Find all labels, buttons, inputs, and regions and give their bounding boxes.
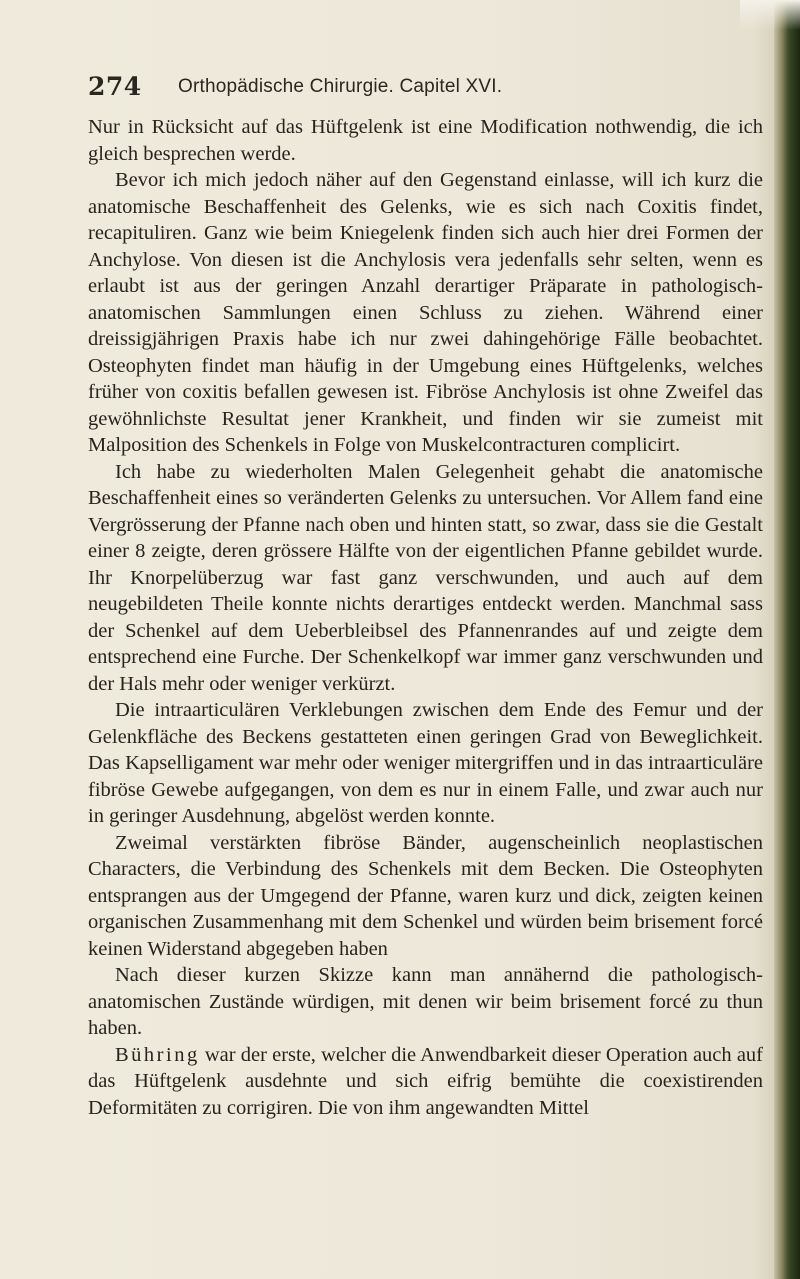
page-edge-highlight <box>740 0 800 30</box>
body-text <box>88 114 763 1121</box>
page-header <box>88 72 768 102</box>
paragraph-4: Die intraarticulären Verklebungen zwischen dem Ende des Femur und der Gelenkfläche des Beckens gestatteten einen geringen Grad von Beweglichkeit. Das Kapselligament war mehr oder weniger mitergriffen und in das intraarticuläre fibröse Gewebe aufgegangen, von dem es nur in einem Falle, und zwar auch nur in geringer Ausdehnung, abgelöst werden konnte. <box>88 699 763 827</box>
running-head: Orthopädische Chirurgie. Capitel XVI. <box>178 76 503 97</box>
page-number: 274 <box>88 72 142 101</box>
author-name: Bühring <box>115 1043 200 1066</box>
paragraph-6: Nach dieser kurzen Skizze kann man annähernd die pathologisch-anatomischen Zustände würdigen, mit denen wir beim brisement forcé zu thun haben. <box>88 964 763 1039</box>
paragraph-7 <box>88 1042 763 1122</box>
paragraph-2: Bevor ich mich jedoch näher auf den Gegenstand einlasse, will ich kurz die anatomische Beschaffenheit des Gelenks, wie es sich nach Coxitis findet, recapituliren. Ganz wie beim Kniegelenk finden sich auch hier drei Formen der Anchylose. Von diesen ist die Anchylosis vera jedenfalls sehr selten, wenn es erlaubt ist aus der geringen Anzahl derartiger Präparate in pathologisch-anatomischen Sammlungen einen Schluss zu ziehen. Während einer dreissigjährigen Praxis habe ich nur zwei dahingehörige Fälle beobachtet. Osteophyten findet man häufig in der Umgebung eines Hüftgelenks, welches früher von coxitis befallen gewesen ist. Fibröse Anchylosis ist ohne Zweifel das gewöhnlichste Resultat jener Krankheit, und finden wir sie zumeist mit Malposition des Schenkels in Folge von Muskelcontracturen complicirt. <box>88 169 763 456</box>
page-edge-shadow <box>774 0 800 1279</box>
paragraph-5: Zweimal verstärkten fibröse Bänder, augenscheinlich neoplastischen Characters, die Verbindung des Schenkels mit dem Becken. Die Osteophyten entsprangen aus der Umgegend der Pfanne, waren kurz und dick, zeigten keinen organischen Zusammenhang mit dem Schenkel und würden beim brisement forcé keinen Widerstand abgegeben haben <box>88 831 763 960</box>
paragraph-1: Nur in Rücksicht auf das Hüftgelenk ist eine Modification nothwendig, die ich gleich besprechen werde. <box>88 116 763 165</box>
paragraph-3: Ich habe zu wiederholten Malen Gelegenheit gehabt die anatomische Beschaffenheit eines so veränderten Gelenks zu untersuchen. Vor Allem fand eine Vergrösserung der Pfanne nach oben und hinten statt, so zwar, dass sie die Gestalt einer 8 zeigte, deren grössere Hälfte von der eigentlichen Pfanne gebildet wurde. Ihr Knorpelüberzug war fast ganz verschwunden, und auch auf dem neugebildeten Theile konnte nichts derartiges entdeckt werden. Manchmal sass der Schenkel auf dem Ueberbleibsel des Pfannenrandes auf und zeigte dem entsprechend eine Furche. Der Schenkelkopf war immer ganz verschwunden und der Hals mehr oder weniger verkürzt. <box>88 460 763 695</box>
paragraph-7-text: war der erste, welcher die Anwendbarkeit dieser Operation auch auf das Hüftgelenk ausdehnte und sich eifrig bemühte die coexistirenden Deformitäten zu corrigiren. Die von ihm angewandten Mittel <box>88 1043 763 1119</box>
